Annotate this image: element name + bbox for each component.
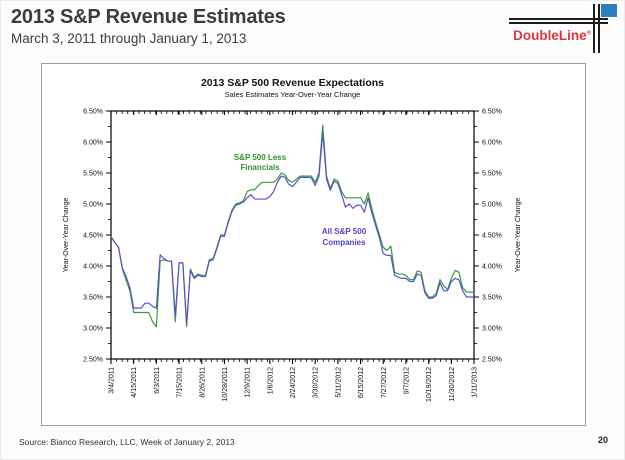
svg-text:2/24/2012: 2/24/2012	[290, 367, 297, 399]
svg-text:Year-Over-Year Change: Year-Over-Year Change	[63, 197, 70, 273]
series-line-less-financials	[111, 125, 474, 327]
svg-text:1/6/2012: 1/6/2012	[267, 367, 275, 395]
chart-titles	[201, 77, 384, 99]
svg-text:4.50%: 4.50%	[83, 232, 103, 240]
svg-text:2.50%: 2.50%	[482, 356, 502, 364]
svg-text:3.00%: 3.00%	[83, 325, 103, 333]
svg-text:3.50%: 3.50%	[83, 294, 103, 302]
svg-text:Companies: Companies	[322, 238, 366, 247]
logo-brand-text: DoubleLine®	[513, 28, 591, 43]
svg-text:9/7/2012: 9/7/2012	[403, 367, 411, 395]
svg-text:12/9/2011: 12/9/2011	[244, 367, 252, 398]
svg-text:Financials: Financials	[240, 163, 280, 172]
page-title: 2013 S&P Revenue Estimates	[11, 6, 286, 28]
page-number: 20	[597, 435, 608, 445]
svg-text:2.50%: 2.50%	[83, 356, 103, 364]
page-subtitle: March 3, 2011 through January 1, 2013	[11, 31, 247, 46]
revenue-expectations-chart	[42, 64, 585, 425]
svg-text:3/30/2012: 3/30/2012	[312, 367, 320, 399]
svg-text:All S&P 500: All S&P 500	[321, 227, 367, 236]
svg-text:3/4/2011: 3/4/2011	[108, 367, 116, 394]
svg-text:4/15/2011: 4/15/2011	[131, 367, 139, 398]
svg-text:4.00%: 4.00%	[83, 263, 103, 271]
x-axis-ticks-and-labels	[109, 111, 479, 402]
svg-text:5.00%: 5.00%	[83, 201, 103, 209]
svg-text:6/3/2011: 6/3/2011	[153, 367, 161, 394]
svg-text:10/19/2012: 10/19/2012	[426, 367, 434, 403]
logo-vertical-line-icon	[593, 4, 595, 53]
svg-text:2013 S&P 500 Revenue Expectati: 2013 S&P 500 Revenue Expectations	[200, 77, 385, 89]
svg-text:3.50%: 3.50%	[482, 294, 502, 302]
svg-text:10/28/2011: 10/28/2011	[221, 367, 229, 402]
logo-vertical-line-icon	[598, 4, 600, 53]
registered-mark: ®	[586, 30, 591, 37]
y-axis-ticks-and-labels	[83, 109, 502, 364]
y-axis-titles	[63, 198, 522, 273]
svg-text:6.00%: 6.00%	[83, 139, 103, 147]
svg-text:4.50%: 4.50%	[482, 232, 502, 240]
logo-blue-square-icon	[601, 4, 617, 17]
svg-text:5/11/2012: 5/11/2012	[335, 367, 343, 398]
x-axis-minor-ticks	[111, 111, 474, 362]
svg-text:5.50%: 5.50%	[482, 170, 502, 178]
svg-text:S&P 500 Less: S&P 500 Less	[233, 153, 287, 162]
svg-text:4.00%: 4.00%	[482, 263, 502, 271]
series-line-all-companies	[111, 133, 474, 324]
svg-text:7/15/2011: 7/15/2011	[176, 367, 184, 398]
svg-text:Sales Estimates Year-Over-Year: Sales Estimates Year-Over-Year Change	[224, 90, 361, 99]
svg-text:Year-Over-Year Change: Year-Over-Year Change	[515, 197, 522, 273]
svg-text:7/27/2012: 7/27/2012	[380, 367, 388, 399]
svg-text:5.00%: 5.00%	[482, 201, 502, 209]
svg-text:11/30/2012: 11/30/2012	[448, 367, 456, 402]
svg-text:6.00%: 6.00%	[482, 139, 502, 147]
svg-text:3.00%: 3.00%	[482, 325, 502, 333]
svg-text:6.50%: 6.50%	[482, 108, 502, 116]
chart-panel	[41, 63, 586, 426]
plot-frame	[111, 111, 474, 359]
svg-text:1/11/2013: 1/11/2013	[471, 367, 479, 398]
svg-text:6.50%: 6.50%	[83, 108, 103, 116]
svg-text:5.50%: 5.50%	[83, 170, 103, 178]
svg-text:6/15/2012: 6/15/2012	[358, 367, 366, 399]
svg-text:8/26/2011: 8/26/2011	[199, 367, 207, 398]
legend-labels	[234, 153, 367, 247]
source-text: Source: Bianco Research, LLC, Week of January 2, 2013	[19, 437, 235, 447]
